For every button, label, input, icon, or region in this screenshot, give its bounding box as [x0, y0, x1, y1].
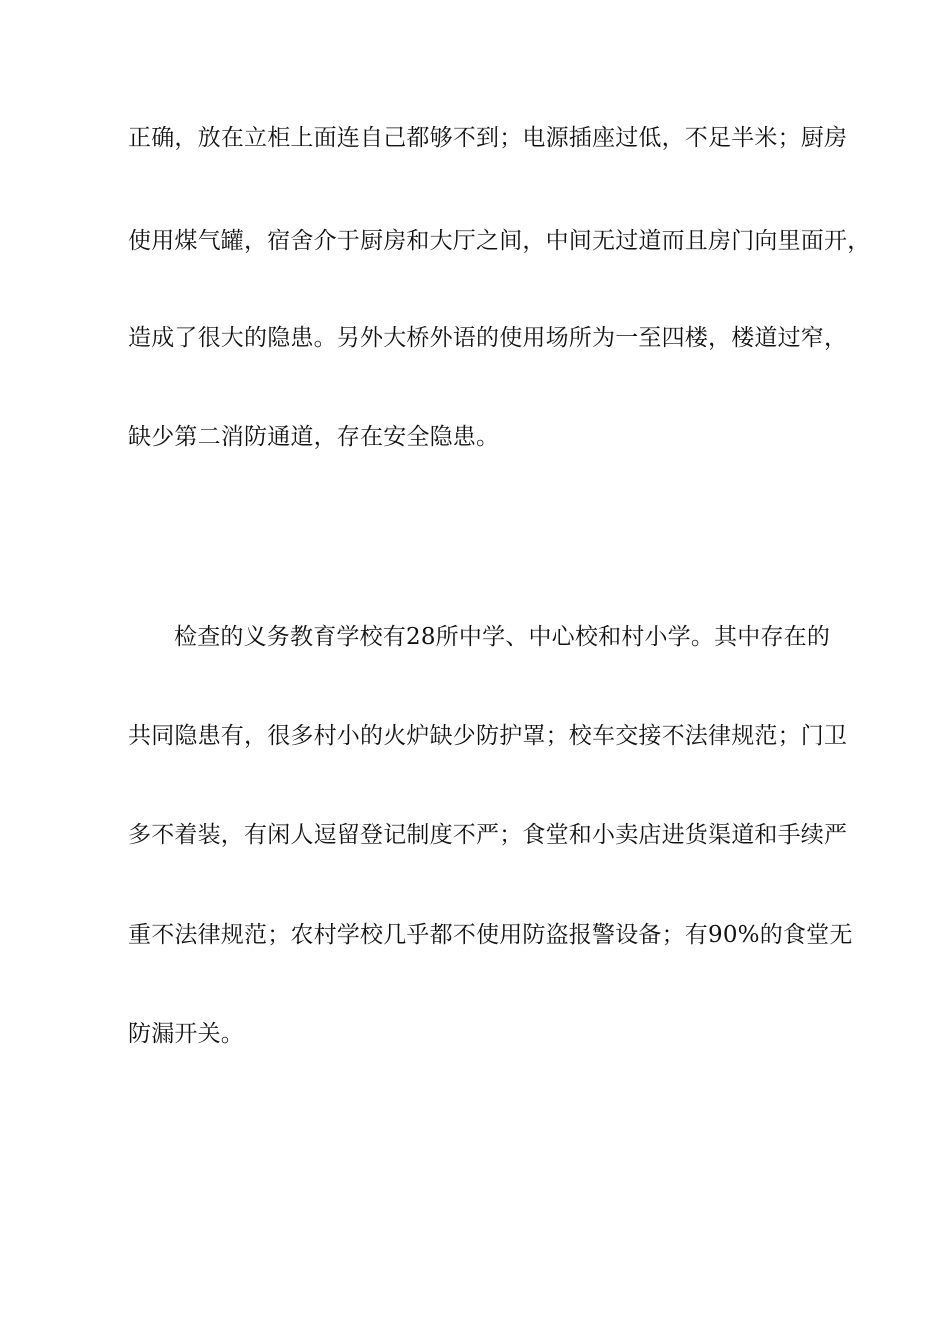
paragraph-2-line-5: 防漏开关。 [128, 1021, 244, 1047]
paragraph-1-line-1: 正确，放在立柜上面连自己都够不到；电源插座过低，不足半米；厨房 [128, 125, 848, 151]
paragraph-1-line-2: 使用煤气罐，宿舍介于厨房和大厅之间，中间无过道而且房门向里面开， [128, 228, 871, 254]
paragraph-1-line-3: 造成了很大的隐患。另外大桥外语的使用场所为一至四楼，楼道过窄， [128, 325, 848, 351]
paragraph-2-line-2: 共同隐患有，很多村小的火炉缺少防护罩；校车交接不法律规范；门卫 [128, 723, 848, 749]
paragraph-2-line-4: 重不法律规范；农村学校几乎都不使用防盗报警设备；有90%的食堂无 [128, 922, 853, 948]
paragraph-2-line-1: 检查的义务教育学校有28所中学、中心校和村小学。其中存在的 [174, 624, 831, 650]
paragraph-2-line-3: 多不着装，有闲人逗留登记制度不严；食堂和小卖店进货渠道和手续严 [128, 822, 848, 848]
paragraph-1-line-4: 缺少第二消防通道，存在安全隐患。 [128, 424, 500, 450]
